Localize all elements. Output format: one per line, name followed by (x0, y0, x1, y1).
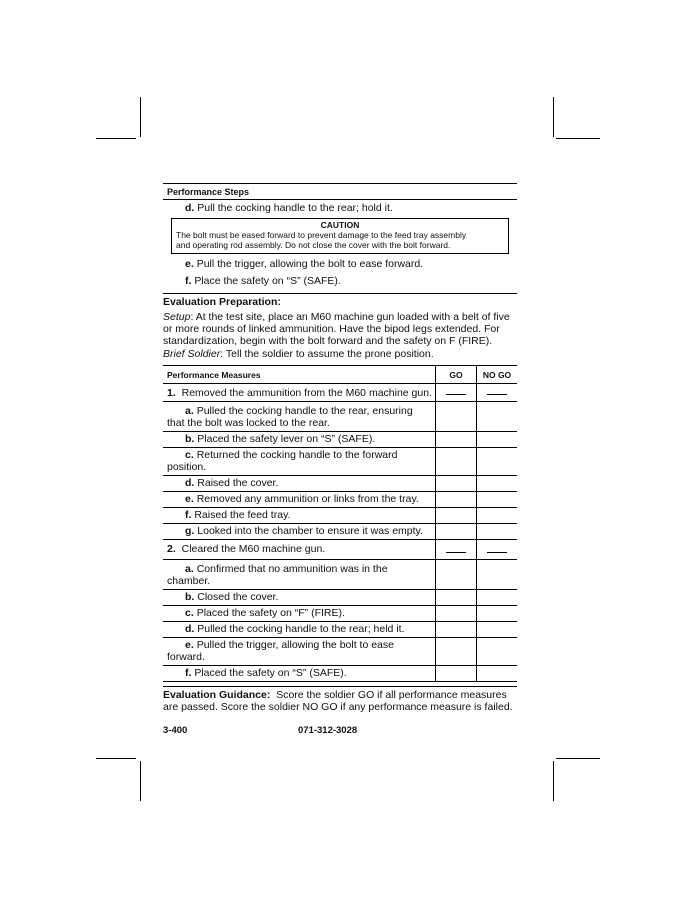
nogo-blank[interactable] (487, 552, 507, 553)
go-cell (436, 402, 477, 432)
crop-mark (556, 138, 600, 139)
brief-paragraph (163, 348, 517, 360)
table-row (163, 540, 517, 560)
go-cell (436, 384, 477, 402)
go-header: GO (436, 366, 477, 384)
crop-mark (96, 758, 136, 759)
nogo-cell (477, 666, 518, 682)
page-number: 3-400 (163, 725, 188, 736)
table-row (163, 606, 517, 622)
setup-paragraph (163, 311, 517, 347)
go-cell (436, 590, 477, 606)
nogo-cell (477, 492, 518, 508)
measure-text: Raised the feed tray. (194, 509, 291, 521)
go-cell (436, 476, 477, 492)
measure-letter: c. (185, 449, 194, 461)
step-text: Pull the cocking handle to the rear; hold it. (197, 202, 393, 214)
performance-measures-table (163, 365, 517, 682)
crop-mark (140, 97, 141, 137)
measure-letter: f. (185, 509, 192, 521)
measure-text: Closed the cover. (197, 591, 279, 603)
nogo-cell (477, 540, 518, 560)
measure-cell (163, 384, 436, 402)
measure-cell (163, 402, 436, 432)
go-cell (436, 666, 477, 682)
measure-text: Placed the safety on “F” (FIRE). (196, 607, 345, 619)
table-header-row (163, 366, 517, 384)
measure-cell (163, 508, 436, 524)
crop-mark (140, 761, 141, 801)
measure-cell (163, 666, 436, 682)
caution-line: The bolt must be eased forward to prevent damage to the feed tray assembly (176, 230, 467, 240)
step-letter: f. (185, 275, 192, 287)
measure-letter: a. (185, 563, 194, 575)
table-row (163, 590, 517, 606)
brief-text: : Tell the soldier to assume the prone position. (220, 348, 434, 360)
measure-number: 2. (167, 543, 176, 555)
setup-label: Setup (163, 311, 191, 323)
step-text: Place the safety on “S” (SAFE). (194, 275, 341, 287)
measure-cell (163, 606, 436, 622)
measure-text: Placed the safety lever on “S” (SAFE). (197, 433, 376, 445)
go-cell (436, 606, 477, 622)
measure-text: Pulled the cocking handle to the rear, ensuring that the bolt was locked to the rear. (167, 405, 413, 429)
table-row (163, 622, 517, 638)
table-row (163, 476, 517, 492)
go-cell (436, 508, 477, 524)
go-cell (436, 524, 477, 540)
table-row (163, 638, 517, 666)
table-row (163, 508, 517, 524)
measure-letter: d. (185, 623, 195, 635)
table-row (163, 448, 517, 476)
caution-title: CAUTION (320, 220, 360, 230)
crop-mark (553, 97, 554, 137)
go-blank[interactable] (446, 552, 466, 553)
measure-letter: b. (185, 591, 195, 603)
caution-line: and operating rod assembly. Do not close the cover with the bolt forward. (176, 240, 451, 250)
nogo-cell (477, 384, 518, 402)
measure-cell (163, 448, 436, 476)
table-row (163, 666, 517, 682)
go-cell (436, 622, 477, 638)
nogo-cell (477, 476, 518, 492)
nogo-cell (477, 448, 518, 476)
table-row (163, 560, 517, 590)
table-row (163, 524, 517, 540)
go-blank[interactable] (446, 394, 466, 395)
step-f (163, 273, 517, 290)
nogo-blank[interactable] (487, 394, 507, 395)
measure-text: Raised the cover. (197, 477, 279, 489)
table-row (163, 402, 517, 432)
nogo-cell (477, 606, 518, 622)
guidance-text: Score the soldier GO if all performance measures are passed. Score the soldier NO GO if any performance measure is failed. (163, 689, 513, 713)
measure-text: Removed any ammunition or links from the tray. (196, 493, 419, 505)
measure-text: Cleared the M60 machine gun. (181, 543, 326, 555)
page-content (163, 183, 517, 713)
nogo-cell (477, 590, 518, 606)
guidance-label: Evaluation Guidance: (163, 689, 271, 701)
go-cell (436, 492, 477, 508)
measure-cell (163, 492, 436, 508)
go-cell (436, 560, 477, 590)
measure-cell (163, 560, 436, 590)
measure-letter: e. (185, 493, 194, 505)
measure-cell (163, 622, 436, 638)
measure-text: Removed the ammunition from the M60 machine gun. (181, 387, 432, 399)
nogo-cell (477, 432, 518, 448)
nogo-header: NO GO (477, 366, 518, 384)
measure-text: Pulled the cocking handle to the rear; held it. (197, 623, 405, 635)
document-code: 071-312-3028 (298, 725, 358, 736)
performance-steps-header: Performance Steps (163, 183, 517, 200)
measures-header: Performance Measures (163, 366, 436, 384)
nogo-cell (477, 508, 518, 524)
table-row (163, 492, 517, 508)
go-cell (436, 540, 477, 560)
measure-text: Looked into the chamber to ensure it was empty. (197, 525, 423, 537)
measure-text: Pulled the trigger, allowing the bolt to ease forward. (167, 639, 394, 663)
measure-cell (163, 590, 436, 606)
measure-cell (163, 432, 436, 448)
nogo-cell (477, 638, 518, 666)
measure-text: Placed the safety on “S” (SAFE). (194, 667, 347, 679)
evaluation-preparation-title: Evaluation Preparation: (163, 293, 517, 308)
measure-text: Returned the cocking handle to the forward position. (167, 449, 398, 473)
nogo-cell (477, 524, 518, 540)
nogo-cell (477, 622, 518, 638)
go-cell (436, 638, 477, 666)
go-cell (436, 432, 477, 448)
crop-mark (96, 138, 136, 139)
step-letter: e. (185, 258, 194, 270)
table-row (163, 432, 517, 448)
step-d (163, 200, 517, 217)
nogo-cell (477, 560, 518, 590)
crop-mark (556, 758, 600, 759)
evaluation-guidance (163, 686, 517, 713)
step-text: Pull the trigger, allowing the bolt to ease forward. (196, 258, 424, 270)
step-letter: d. (185, 202, 195, 214)
measure-letter: d. (185, 477, 195, 489)
brief-label: Brief Soldier (163, 348, 221, 360)
crop-mark (553, 761, 554, 801)
measure-letter: a. (185, 405, 194, 417)
measure-cell (163, 638, 436, 666)
measure-number: 1. (167, 387, 176, 399)
caution-box (171, 218, 509, 254)
go-cell (436, 448, 477, 476)
measure-cell (163, 476, 436, 492)
measure-letter: e. (185, 639, 194, 651)
nogo-cell (477, 402, 518, 432)
measure-letter: b. (185, 433, 195, 445)
step-e (163, 256, 517, 273)
table-row (163, 384, 517, 402)
measure-letter: g. (185, 525, 195, 537)
setup-text: : At the test site, place an M60 machine gun loaded with a belt of five or more rounds of linked ammunition. Have the bipod legs extended. For standardization, begin with the bolt forward and the safety on F (FIRE). (163, 311, 510, 347)
measure-cell (163, 524, 436, 540)
measure-letter: f. (185, 667, 192, 679)
measure-letter: c. (185, 607, 194, 619)
measure-cell (163, 540, 436, 560)
measure-text: Confirmed that no ammunition was in the chamber. (167, 563, 388, 587)
